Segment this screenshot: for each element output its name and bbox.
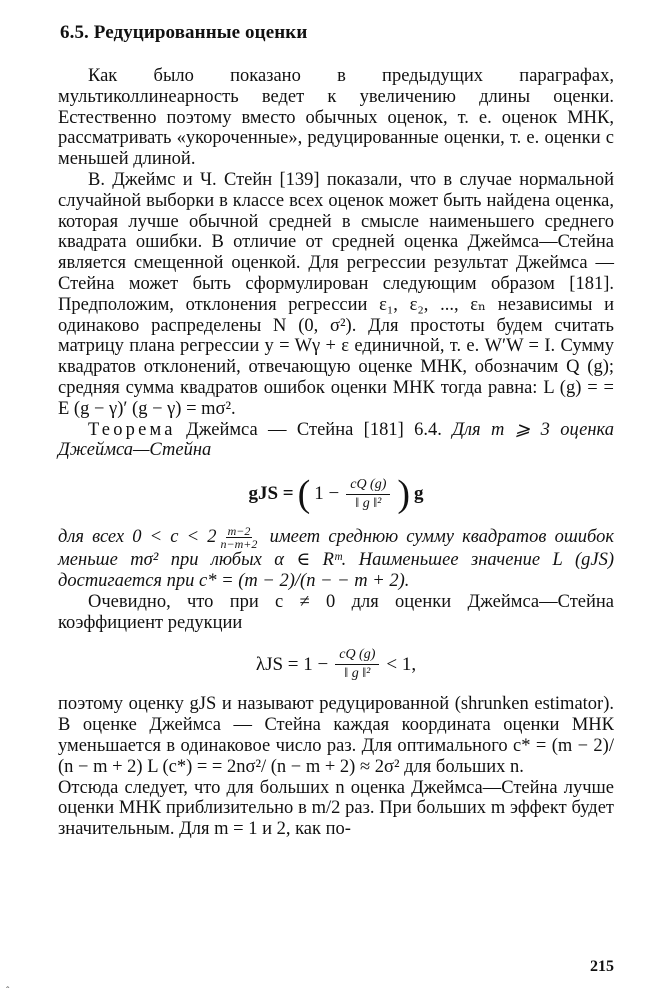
paragraph-3: [58, 525, 614, 592]
page-body: [58, 22, 614, 840]
formula-reduction-coef: [58, 647, 614, 682]
formula1-lhs: gJS =: [248, 483, 294, 505]
theorem-text: Для m ⩾ 3 оценка Джеймса—Стейна: [58, 419, 614, 461]
formula1-denominator: ‖ g ‖²: [355, 495, 382, 511]
formula1-one: 1 −: [314, 483, 340, 505]
formula2-denominator: ‖ g ‖²: [344, 666, 371, 682]
formula1-tail: g: [414, 483, 424, 505]
right-paren: ): [397, 473, 411, 516]
paragraph-4: Очевидно, что при c ≠ 0 для оценки Джеймса—Стейна коэффициент редукции: [58, 591, 614, 633]
formula-james-stein: [58, 473, 614, 516]
paragraph-1: Как было показано в предыдущих параграфах, мультиколлинеарность ведет к увеличению длины оценки. Естественно поэтому вместо обычных оценок, т. е. оценок МНК, рассматривать «укороченные», редуцированные оценки, т. е. оценки с меньшей длиной.: [58, 66, 614, 170]
theorem-word: Теорема: [88, 419, 176, 440]
paragraph-5: поэтому оценку gJS и называют редуцированной (shrunken estimator). В оценке Джеймса — Стейна каждая координата оценки МНК уменьшается в одинаковое число раз. Для оптимального c* = (m − 2)/ (n − m + 2) L (c*) = = 2nσ²/ (n − m + 2) ≈ 2σ² для больших n.: [58, 694, 614, 777]
p3-part-b: имеет среднюю сумму квадратов ошибок меньше mσ² при любых α ∈ Rᵐ. Наименьшее значение L (gJS) достигается при c* = (m − 2)/(n − − m + 2).: [58, 526, 615, 591]
p3-frac-den: n−m+2: [220, 537, 258, 552]
paragraph-6: Отсюда следует, что для больших n оценка Джеймса—Стейна лучше оценки МНК приблизительно в m/2 раз. При больших m эффект будет значительным. Для m = 1 и 2, как по-: [58, 777, 614, 840]
p3-fraction: [219, 525, 260, 550]
page-number: 215: [590, 958, 614, 975]
p3-part-a: для всех 0 < c < 2: [58, 526, 217, 547]
paragraph-2: В. Джеймс и Ч. Стейн [139] показали, что в случае нормальной случайной выборки в классе всех оценок может быть найдена оценка, которая лучше обычной средней в смысле наименьшего среднего квадрата ошибки. В отличие от средней оценка Джеймса—Стейна является смещенной оценкой. Для регрессии результат Джеймса — Стейна может быть сформулирован следующим образом [181]. Предположим, отклонения регрессии ε₁, ε₂, ..., εₙ независимы и одинаково распределены N (0, σ²). Для простоты будем считать матрицу плана регрессии y = Wγ + ε единичной, т. е. W′W = I. Сумму квадратов отклонений, отвечающую оценке МНК, обозначим Q (g); средняя сумма квадратов ошибок оценки МНК тогда равна: L (g) = = E (g − γ)′ (g − γ) = mσ².: [58, 169, 614, 419]
formula2-tail: < 1,: [386, 653, 417, 675]
left-paren: (: [297, 473, 311, 516]
formula1-fraction: [346, 477, 390, 512]
formula1-numerator: cQ (g): [346, 477, 390, 495]
formula2-fraction: [335, 647, 379, 682]
p3-frac-num: m−2: [227, 524, 251, 539]
corner-mark: ˆ: [6, 986, 10, 997]
theorem-ref: Джеймса — Стейна [181] 6.4.: [186, 419, 442, 440]
formula2-numerator: cQ (g): [335, 647, 379, 665]
section-heading: 6.5. Редуцированные оценки: [60, 22, 308, 43]
theorem-statement: [58, 420, 614, 462]
formula2-lhs: λJS = 1 −: [255, 653, 329, 675]
